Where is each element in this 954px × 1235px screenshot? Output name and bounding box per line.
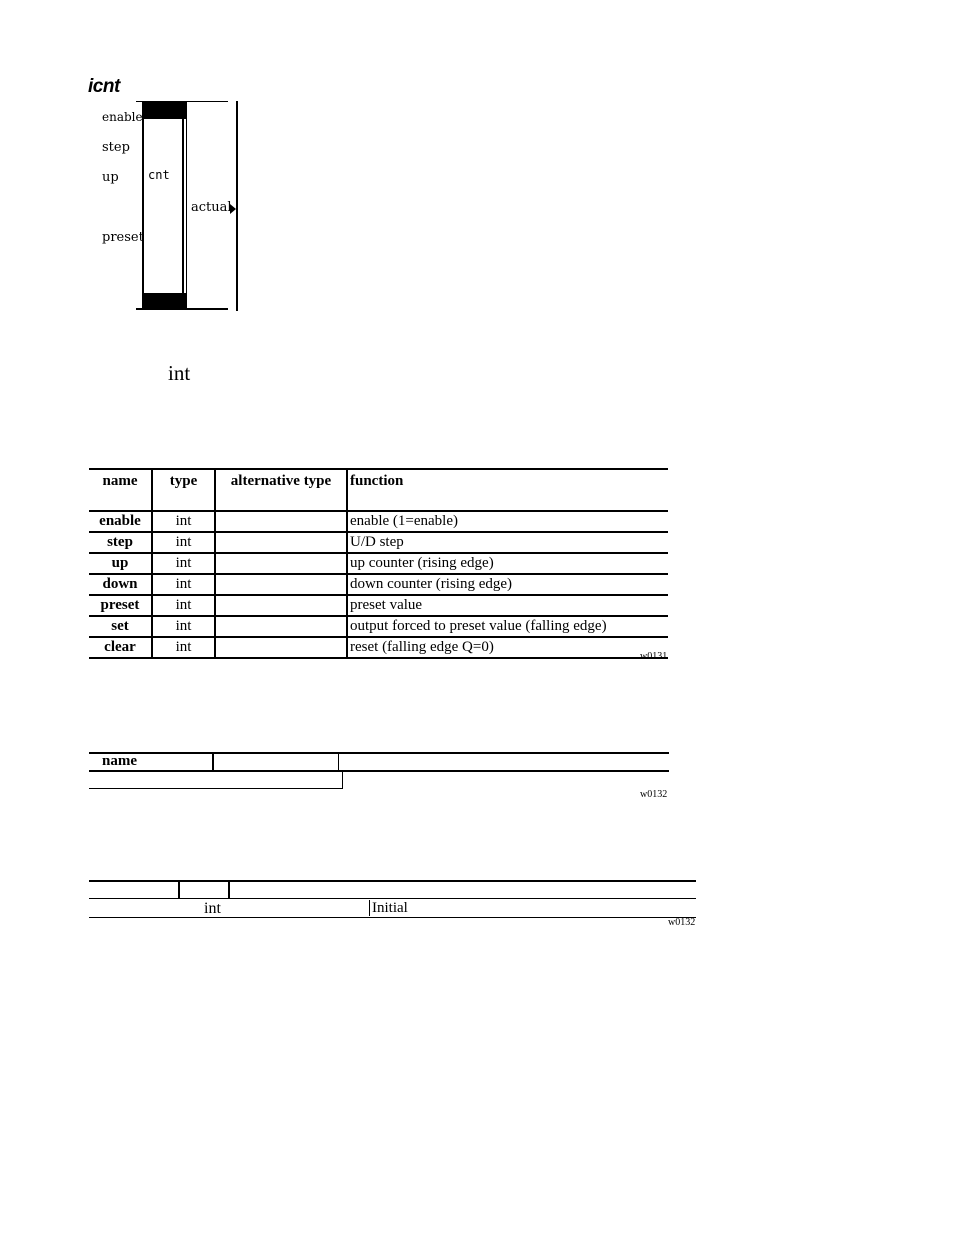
outputs-table-top-rule [89,752,669,754]
block-inner-label: cnt [148,168,170,182]
cell-type: int [152,511,215,532]
col-header-function: function [347,469,668,511]
outputs-col-header-name: name [102,753,137,769]
table-row [89,637,668,658]
cell-alt-type [215,616,347,637]
cell-alt-type [215,595,347,616]
cell-type: int [152,595,215,616]
cell-type: int [152,616,215,637]
cell-alt-type [215,511,347,532]
cell-name: down [89,574,152,595]
params-table-top-rule [89,880,696,882]
cell-alt-type [215,574,347,595]
function-block-body [142,101,184,307]
outputs-col-divider [342,771,343,789]
diagram-right-rule [236,101,238,311]
params-col-divider [369,900,370,916]
table-row [89,511,668,532]
cell-name: enable [89,511,152,532]
cell-alt-type [215,532,347,553]
cell-name: clear [89,637,152,658]
cell-type: int [152,553,215,574]
outputs-table-mid-rule [89,770,669,772]
table-row [89,553,668,574]
params-cell-description: Initial [372,900,408,916]
block-title: icnt [88,76,120,97]
col-header-type: type [152,469,215,511]
params-table-mid-rule [89,898,696,899]
outputs-col-divider [212,752,214,772]
cell-alt-type [215,553,347,574]
table-row [89,574,668,595]
cell-name: preset [89,595,152,616]
params-cell-type: int [204,900,221,917]
block-top-cap [142,101,186,119]
cell-name: up [89,553,152,574]
block-side-rule [186,101,187,309]
cell-function: down counter (rising edge) [347,574,668,595]
cell-name: step [89,532,152,553]
inputs-table [89,468,668,659]
figure-id-inputs: w0131 [640,651,668,662]
outputs-table-bottom-rule [89,788,343,789]
cell-function: reset (falling edge Q=0) [347,637,668,658]
cell-type: int [152,574,215,595]
output-pin-actual: actual [191,200,232,215]
params-table-bottom-rule [89,917,696,918]
outputs-col-divider [338,752,339,770]
cell-name: set [89,616,152,637]
table-row [89,595,668,616]
col-header-name: name [89,469,152,511]
col-header-alt-type: alternative type [215,469,347,511]
input-pin-enable: enable [102,110,143,124]
cell-function: up counter (rising edge) [347,553,668,574]
block-bottom-cap [142,293,186,309]
params-col-divider [178,880,180,898]
cell-function: preset value [347,595,668,616]
cell-alt-type [215,637,347,658]
cell-function: output forced to preset value (falling edge) [347,616,668,637]
output-arrow-icon [230,204,236,214]
input-pin-preset: preset [102,230,144,245]
input-pin-step: step [102,140,130,155]
inputs-table-header [89,469,668,511]
table-row [89,616,668,637]
params-col-divider [228,880,230,898]
cell-type: int [152,532,215,553]
figure-id-outputs: w0132 [640,789,668,800]
table-row [89,532,668,553]
cell-function: U/D step [347,532,668,553]
cell-type: int [152,637,215,658]
input-pin-up: up [102,170,119,185]
cell-function: enable (1=enable) [347,511,668,532]
block-type-label: int [168,361,191,385]
figure-id-params: w0132 [668,917,696,928]
